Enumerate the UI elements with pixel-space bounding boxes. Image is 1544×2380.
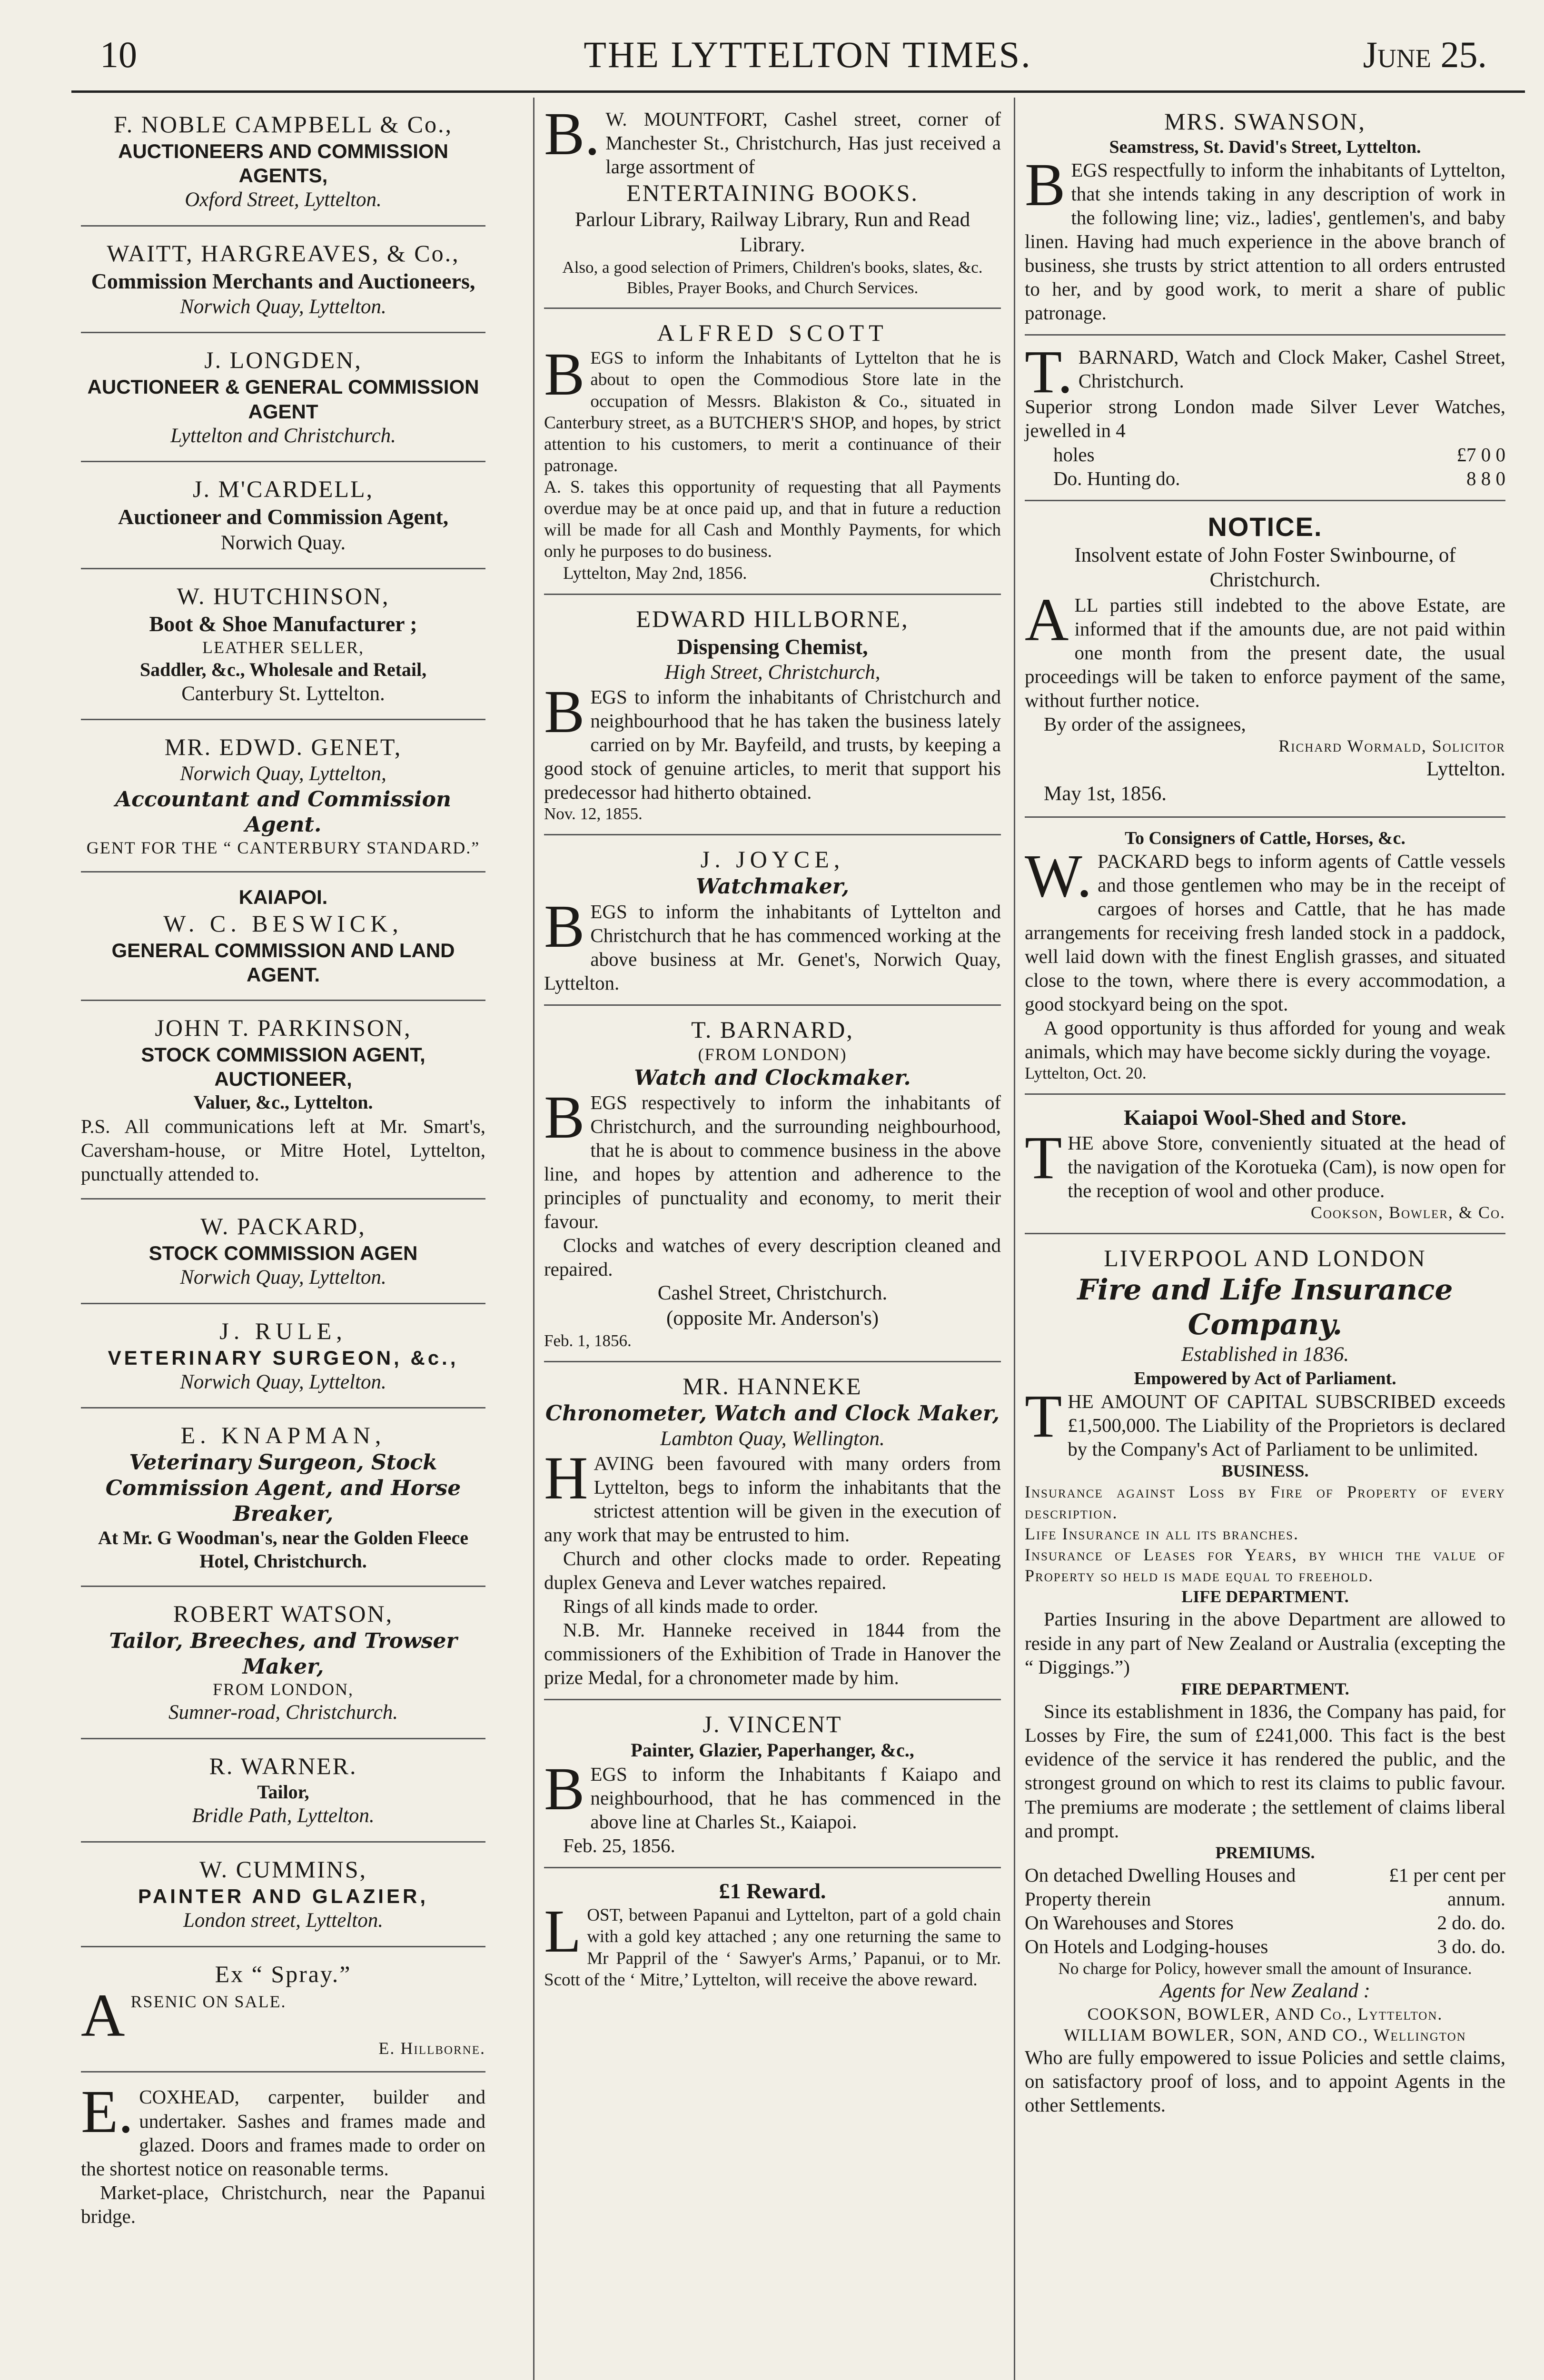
ad-signature: Richard Wormald, Solicitor — [1278, 736, 1505, 755]
ad-signature: E. Hillborne. — [378, 2038, 485, 2058]
ad-line: Insolvent estate of John Foster Swinbourne, of Christchurch. — [1074, 544, 1456, 592]
ad-name: J. RULE, — [219, 1317, 347, 1344]
ad-title: AUCTIONEER & GENERAL COMMISSION AGENT — [87, 376, 479, 423]
ad-name: F. NOBLE CAMPBELL & Co., — [113, 111, 453, 138]
ad-text: EGS to inform the Inhabitants of Lyttelton that he is about to open the Commodious Store late in the occupation of Messrs. Blakiston & Co., situated in Canterbury street, as a BUTCHER'S SHOP, and hopes, by strict attention to his customers, to merit a continuance of their patronage. — [544, 348, 1001, 476]
ad-woolshed — [1025, 1095, 1505, 1234]
ad-line: (FROM LONDON) — [698, 1044, 847, 1064]
ad-address: Oxford Street, Lyttelton. — [185, 188, 382, 211]
ad-text: Since its establishment in 1836, the Company has paid, for Losses by Fire, the sum of £241,000. This fact is the best evidence of the service it has rendered the public, and the strongest ground on which to rest its claims to public favour. The premiums are moderate ; the settlement of claims liberal and prompt. — [1025, 1700, 1505, 1842]
ad-consigners — [1025, 818, 1505, 1095]
ad-name: ROBERT WATSON, — [173, 1600, 394, 1627]
ad-address: Canterbury St. Lyttelton. — [181, 682, 385, 705]
ad-coxhead — [81, 2073, 485, 2240]
ad-date: Lyttelton, Oct. 20. — [1025, 1064, 1147, 1083]
ad-text: P.S. All communications left at Mr. Smart's, Caversham-house, or Mitre Hotel, Lyttelton, punctually attended to. — [81, 1115, 485, 1185]
ad-hanneke — [544, 1362, 1001, 1700]
ad-scott — [544, 309, 1001, 595]
premium-row — [1025, 1863, 1505, 1911]
ad-text: A good opportunity is thus afforded for young and weak animals, which may have become sickly during the voyage. — [1025, 1017, 1505, 1063]
ad-parkinson — [81, 1001, 485, 1200]
ad-title: Auctioneer and Commission Agent, — [118, 505, 449, 529]
premium-label: On detached Dwelling Houses and Property therein — [1025, 1864, 1296, 1910]
ad-text: AVING been favoured with many orders from Lyttelton, begs to inform the inhabitants that the strictest attention will be given in the execution of any work that may be entrusted to him. — [544, 1452, 1001, 1546]
ad-line: Superior strong London made Silver Lever Watches, jewelled in 4 — [1025, 396, 1505, 442]
ad-text: LL parties still indebted to the above Estate, are informed that if the amounts due, are not paid within one month from the present date, the usual proceedings will be taken to enforce payment of the same, without further notice. — [1025, 594, 1505, 711]
ad-line: FROM LONDON, — [212, 1680, 354, 1699]
ad-text: OST, between Papanui and Lyttelton, part of a gold chain with a gold key attached ; any one returning the same to Mr Pappril of the ‘ Sawyer's Arms,’ Papanui, or to Mr. Scott of the ‘ Mitre,’ Lyttelton, will receive the above reward. — [544, 1905, 1001, 1990]
drop-cap: L — [544, 1897, 582, 1965]
price-row — [1025, 443, 1505, 466]
ad-line: COOKSON, BOWLER, AND Co., Lyttelton. — [1087, 2004, 1443, 2023]
ad-rule — [81, 1304, 485, 1409]
ad-signature: Cookson, Bowler, & Co. — [1310, 1203, 1505, 1222]
ad-date: Lyttelton, May 2nd, 1856. — [563, 563, 747, 583]
ad-knapman — [81, 1408, 485, 1587]
ad-address: Sumner-road, Christchurch. — [168, 1701, 398, 1724]
ad-text: BARNARD, Watch and Clock Maker, Cashel Street, Christchurch. — [1078, 346, 1505, 392]
ad-name: MR. EDWD. GENET, — [164, 734, 402, 761]
ad-name: W. HUTCHINSON, — [177, 582, 390, 609]
ad-heading: MR. HANNEKE — [683, 1373, 862, 1400]
ad-heading: ALFRED SCOTT — [657, 319, 888, 347]
premium-label: On Warehouses and Stores — [1025, 1912, 1234, 1934]
ad-warner — [81, 1739, 485, 1843]
ad-mountfort — [544, 98, 1001, 309]
drop-cap: E. — [81, 2078, 134, 2146]
ad-title: STOCK COMMISSION AGEN — [148, 1241, 418, 1264]
ad-name: W. CUMMINS, — [199, 1855, 367, 1883]
ad-text: Clocks and watches of every description cleaned and repaired. — [544, 1234, 1001, 1280]
premium-rate: £1 per cent per annum. — [1389, 1864, 1505, 1910]
ad-date: May 1st, 1856. — [1044, 783, 1167, 805]
ad-heading: NOTICE. — [1207, 511, 1323, 542]
section-heading: LIFE DEPARTMENT. — [1181, 1587, 1349, 1606]
drop-cap: T — [1025, 1382, 1062, 1450]
ad-address: Market-place, Christchurch, near the Papanui bridge. — [81, 2181, 485, 2227]
ad-name: J. M'CARDELL, — [193, 476, 374, 503]
drop-cap: A — [1025, 585, 1069, 654]
price-row — [1025, 466, 1505, 490]
ad-title: Fire and Life Insurance Company. — [1077, 1273, 1453, 1342]
ad-line: Parlour Library, Railway Library, Run and Read Library. — [574, 208, 970, 256]
ad-line: No charge for Policy, however small the amount of Insurance. — [1058, 1959, 1472, 1978]
ad-address: (opposite Mr. Anderson's) — [666, 1307, 879, 1329]
ad-spray — [81, 1947, 485, 2073]
price-label: Do. Hunting do. — [1053, 467, 1180, 489]
ad-text: A. S. takes this opportunity of requesting that all Payments overdue may be at once paid up, and that in future a reduction will be made for all Cash and Monthly Payments, for which only he purposes to do business. — [544, 477, 1001, 562]
ad-heading: Kaiapoi Wool-Shed and Store. — [1124, 1105, 1406, 1130]
ad-text: HE AMOUNT OF CAPITAL SUBSCRIBED exceeds £1,500,000. The Liability of the Proprietors is declared by the Company's Act of Parliament to be unlimited. — [1068, 1390, 1505, 1460]
ad-date: Feb. 25, 1856. — [563, 1835, 675, 1857]
premium-row — [1025, 1934, 1505, 1958]
ad-line: Also, a good selection of Primers, Children's books, slates, &c. Bibles, Prayer Books, and Church Services. — [562, 258, 983, 297]
ad-title: Watch and Clockmaker. — [634, 1065, 911, 1090]
ad-heading: T. BARNARD, — [691, 1016, 854, 1043]
ad-line: Empowered by Act of Parliament. — [1134, 1368, 1396, 1388]
drop-cap: T. — [1025, 338, 1073, 406]
ad-text: EGS respectfully to inform the inhabitants of Lyttelton, that she intends taking in any description of work in the following line; viz., ladies', gentlemen's, and baby linen. Having had much experience in the above branch of business, she trusts by strict attention to all orders entrusted to her, and by good work, to merit a share of public patronage. — [1025, 159, 1505, 324]
header-rule — [71, 90, 1525, 93]
column-3 — [1014, 98, 1505, 2380]
drop-cap: B — [544, 340, 585, 408]
price-label: holes — [1053, 443, 1095, 466]
ad-genet — [81, 720, 485, 873]
ad-text: RSENIC ON SALE. — [130, 1992, 287, 2011]
drop-cap: B — [544, 892, 585, 960]
ad-name: JOHN T. PARKINSON, — [155, 1014, 412, 1041]
ad-name: W. C. BESWICK, — [163, 910, 403, 937]
premium-label: On Hotels and Lodging-houses — [1025, 1935, 1268, 1958]
ad-swanson — [1025, 98, 1505, 336]
ad-watson — [81, 1587, 485, 1739]
ad-address: London street, Lyttelton. — [183, 1909, 383, 1932]
ad-title: AUCTIONEERS AND COMMISSION AGENTS, — [118, 140, 448, 187]
ad-heading: EDWARD HILLBORNE, — [636, 605, 909, 632]
ad-campbell — [81, 98, 485, 227]
ad-heading: LIVERPOOL AND LONDON — [1104, 1244, 1426, 1271]
ad-title: Painter, Glazier, Paperhanger, &c., — [631, 1739, 914, 1761]
ad-address: Cashel Street, Christchurch. — [657, 1282, 888, 1305]
ad-title: Dispensing Chemist, — [677, 634, 868, 659]
ad-cummins — [81, 1843, 485, 1947]
ad-title: Watchmaker, — [695, 874, 850, 899]
ad-text: EGS to inform the inhabitants of Christchurch and neighbourhood that he has taken the business lately carried on by Mr. Bayfeild, and trusts, by keeping a good stock of genuine articles, to merit that support his predecessor had hitherto obtained. — [544, 686, 1001, 803]
ad-address: Norwich Quay, Lyttelton. — [180, 1370, 386, 1393]
ad-address: Lambton Quay, Wellington. — [660, 1427, 885, 1450]
ad-address: Norwich Quay, Lyttelton. — [180, 1266, 386, 1289]
ad-reward — [544, 1868, 1001, 2000]
ad-name: W. PACKARD, — [200, 1212, 366, 1240]
premium-row — [1025, 1911, 1505, 1934]
ad-joyce — [544, 835, 1001, 1006]
drop-cap: B. — [544, 100, 600, 168]
ad-heading: Ex “ Spray.” — [215, 1960, 352, 1987]
ad-text: N.B. Mr. Hanneke received in 1844 from the commissioners of the Exhibition of Trade in Hanover the prize Medal, for a chronometer made by him. — [544, 1619, 1001, 1689]
ad-text: EGS to inform the inhabitants of Lyttelton and Christchurch that he has commenced working at the above business at Mr. Genet's, Norwich Quay, Lyttelton. — [544, 900, 1001, 994]
ad-title: Boot & Shoe Manufacturer ; — [149, 611, 417, 636]
ad-heading: MRS. SWANSON, — [1164, 108, 1366, 135]
drop-cap: A — [81, 1981, 125, 2049]
ad-address: Bridle Path, Lyttelton. — [192, 1805, 375, 1827]
drop-cap: B — [544, 1755, 585, 1823]
ad-text: HE above Store, conveniently situated at the head of the navigation of the Korotueka (Cam), is now open for the reception of wool and other produce. — [1068, 1131, 1505, 1201]
ad-line: GENT FOR THE “ CANTERBURY STANDARD.” — [86, 838, 480, 858]
ad-title: Commission Merchants and Auctioneers, — [91, 268, 475, 293]
ad-line: Life Insurance in all its branches. — [1025, 1524, 1299, 1543]
section-heading: FIRE DEPARTMENT. — [1181, 1679, 1349, 1698]
ad-title: GENERAL COMMISSION AND LAND AGENT. — [111, 939, 455, 986]
ad-text: PACKARD begs to inform agents of Cattle vessels and those gentlemen who may be in the receipt of cargoes of horses and Cattle, that he has made arrangements for receiving fresh landed stock in a paddock, well laid down with the finest English grasses, and situated close to the town, where there is every accommodation, a good stockyard being on the spot. — [1025, 850, 1505, 1015]
section-heading: PREMIUMS. — [1215, 1843, 1315, 1862]
ad-waitt — [81, 227, 485, 334]
issue-date: June 25. — [1363, 34, 1487, 75]
ad-address: Norwich Quay. — [220, 531, 346, 554]
ad-hillborne — [544, 595, 1001, 835]
ad-name: J. LONGDEN, — [204, 347, 362, 374]
ad-name: E. KNAPMAN, — [180, 1422, 386, 1449]
ad-address: Lyttelton and Christchurch. — [170, 424, 396, 447]
ad-line: Insurance of Leases for Years, by which the value of Property so held is made equal to freehold. — [1025, 1545, 1505, 1585]
ad-name: WAITT, HARGREAVES, & Co., — [107, 239, 460, 267]
ad-line: LEATHER SELLER, — [202, 638, 364, 657]
premium-rate: 3 do. do. — [1437, 1935, 1505, 1958]
ad-date: Nov. 12, 1855. — [544, 804, 643, 823]
ad-vincent — [544, 1700, 1001, 1868]
ad-line: Saddler, &c., Wholesale and Retail, — [139, 658, 427, 680]
ad-heading: J. JOYCE, — [700, 846, 845, 873]
masthead-title: THE LYTTELTON TIMES. — [584, 34, 1032, 75]
ad-text: Who are fully empowered to issue Policies and settle claims, on satisfactory proof of loss, and to appoint Agents in the other Settlements. — [1025, 2046, 1505, 2116]
price-value: 8 8 0 — [1466, 467, 1505, 489]
drop-cap: B — [544, 1083, 585, 1151]
drop-cap: H — [544, 1444, 588, 1512]
ad-longden — [81, 333, 485, 462]
ad-line: By order of the assignees, — [1044, 713, 1246, 735]
column-1 — [71, 98, 514, 2380]
ad-title: Tailor, — [257, 1781, 309, 1803]
column-2 — [533, 98, 1001, 2380]
ad-address: Norwich Quay, Lyttelton, — [180, 763, 386, 785]
drop-cap: T — [1025, 1123, 1062, 1191]
ad-line: Insurance against Loss by Fire of Property of every description. — [1025, 1482, 1505, 1522]
ad-heading: To Consigners of Cattle, Horses, &c. — [1125, 828, 1405, 848]
ad-text: Parties Insuring in the above Department are allowed to reside in any part of New Zealand or Australia (excepting the “ Diggings.”) — [1025, 1608, 1505, 1678]
ad-insurance — [1025, 1234, 1505, 2127]
ad-text: EGS to inform the Inhabitants f Kaiapo and neighbourhood, that he has commenced in the above line at Charles St., Kaiapoi. — [590, 1763, 1001, 1833]
ad-packard — [81, 1200, 485, 1304]
ad-line: Established in 1836. — [1181, 1343, 1349, 1366]
page-number: 10 — [100, 34, 137, 75]
ad-notice — [1025, 501, 1505, 818]
section-heading: Agents for New Zealand : — [1160, 1980, 1370, 2003]
ad-title: Tailor, Breeches, and Trowser Maker, — [109, 1628, 457, 1679]
ad-title: Accountant and Commission Agent. — [115, 787, 451, 837]
ad-title: Veterinary Surgeon, Stock Commission Agent, and Horse Breaker, — [105, 1450, 461, 1526]
premium-rate: 2 do. do. — [1437, 1912, 1505, 1934]
ad-mccardell — [81, 462, 485, 569]
ad-address: High Street, Christchurch, — [664, 661, 881, 684]
ad-place: KAIAPOI. — [238, 885, 328, 908]
ad-text: Rings of all kinds made to order. — [563, 1595, 819, 1617]
ad-title: PAINTER AND GLAZIER, — [138, 1884, 428, 1907]
ad-text: Church and other clocks made to order. Repeating duplex Geneva and Lever watches repaired. — [544, 1547, 1001, 1594]
ad-beswick — [81, 873, 485, 1001]
ad-address: Norwich Quay, Lyttelton. — [180, 296, 386, 318]
ad-line: WILLIAM BOWLER, SON, AND CO., Wellington — [1064, 2025, 1466, 2044]
ad-text: W. MOUNTFORT, Cashel street, corner of Manchester St., Christchurch, Has just received a large assortment of — [605, 108, 1001, 178]
ad-heading: ENTERTAINING BOOKS. — [626, 179, 919, 207]
section-heading: BUSINESS. — [1221, 1461, 1309, 1481]
ad-text: EGS respectively to inform the inhabitants of Christchurch, and the surrounding neighbourhood, that he is about to commence business in the above line, and hopes by attention and adherence to the principles of punctuality and economy, to merit their favour. — [544, 1091, 1001, 1233]
ad-barnard-watches — [1025, 336, 1505, 501]
drop-cap: B — [1025, 151, 1066, 219]
ad-heading: £1 Reward. — [719, 1879, 826, 1904]
drop-cap: W. — [1025, 842, 1092, 910]
drop-cap: B — [544, 678, 585, 746]
ad-title: STOCK COMMISSION AGENT, AUCTIONEER, — [141, 1043, 426, 1090]
ad-date: Feb. 1, 1856. — [544, 1331, 632, 1350]
ad-tbarnard — [544, 1006, 1001, 1362]
ad-title: Chronometer, Watch and Clock Maker, — [545, 1401, 1000, 1426]
ad-line: At Mr. G Woodman's, near the Golden Fleece Hotel, Christchurch. — [98, 1527, 469, 1572]
price-value: £7 0 0 — [1456, 443, 1505, 466]
ad-title: Seamstress, St. David's Street, Lyttelton. — [1109, 137, 1421, 157]
ad-heading: J. VINCENT — [703, 1711, 842, 1738]
ad-text: COXHEAD, carpenter, builder and undertaker. Sashes and frames made and glazed. Doors and frames made to order on the shortest notice on reasonable terms. — [81, 2086, 485, 2180]
ad-hutchinson — [81, 569, 485, 720]
page-header — [100, 33, 1515, 86]
ad-title: VETERINARY SURGEON, &c., — [108, 1346, 459, 1369]
ad-signature: Lyttelton. — [1426, 757, 1505, 780]
ad-line: Valuer, &c., Lyttelton. — [193, 1091, 373, 1113]
ad-name: R. WARNER. — [209, 1752, 357, 1779]
